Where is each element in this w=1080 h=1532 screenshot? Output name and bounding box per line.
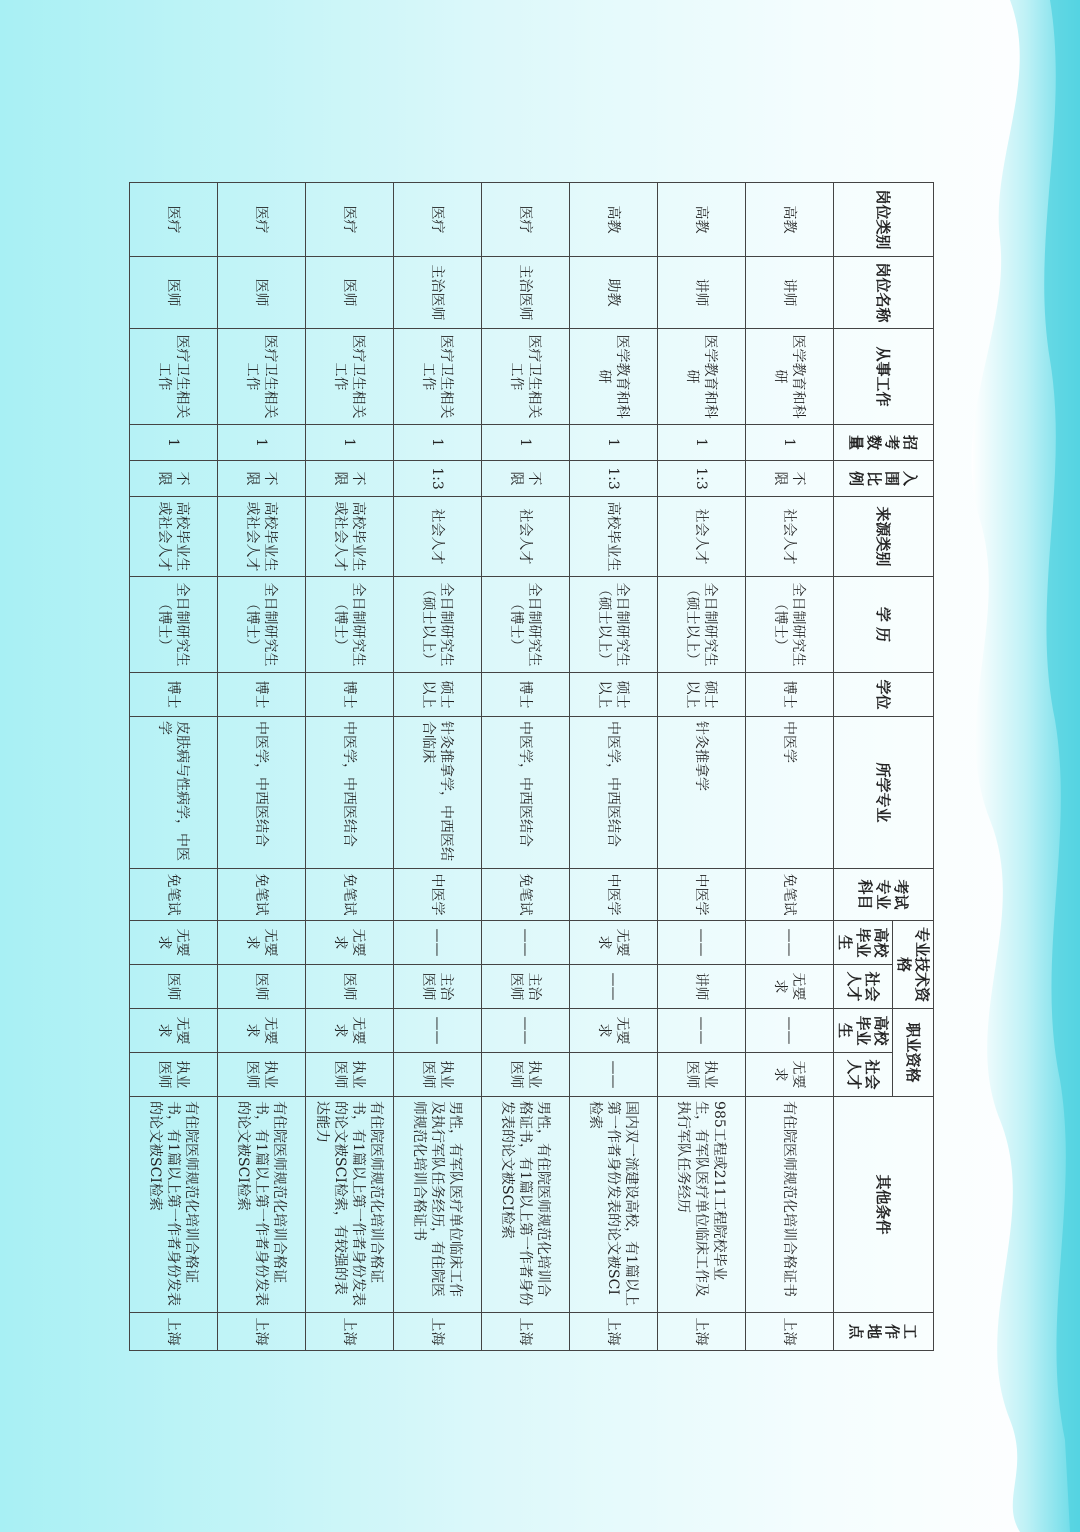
cell-work: 医学教育和科研 <box>658 329 746 425</box>
cell-quota: 1 <box>570 425 658 461</box>
cell-major: 中医学，中西医结合 <box>482 717 570 869</box>
cell-source: 高校毕业生或社会人才 <box>306 497 394 577</box>
cell-degree: 硕士以上 <box>658 673 746 717</box>
header-quota: 招考数量 <box>834 425 934 461</box>
cell-position: 主治医师 <box>394 257 482 329</box>
table-row <box>306 183 394 1351</box>
cell-degree: 博士 <box>218 673 306 717</box>
cell-education: 全日制研究生（硕士以上） <box>658 577 746 673</box>
cell-tech-social: 讲师 <box>658 965 746 1009</box>
cell-tech-grad: 无要求 <box>570 921 658 965</box>
cell-location: 上海 <box>658 1313 746 1351</box>
header-category: 岗位类别 <box>834 183 934 257</box>
cell-category: 高教 <box>746 183 834 257</box>
header-position: 岗位名称 <box>834 257 934 329</box>
cell-prof-social: 执业医师 <box>218 1053 306 1097</box>
cell-degree: 硕士以上 <box>570 673 658 717</box>
cell-education: 全日制研究生（硕士以上） <box>570 577 658 673</box>
cell-source: 社会人才 <box>482 497 570 577</box>
table-row <box>482 183 570 1351</box>
cell-tech-social: 主治医师 <box>394 965 482 1009</box>
cell-prof-social: 执业医师 <box>394 1053 482 1097</box>
cell-exam: 中医学 <box>394 869 482 921</box>
cell-prof-social: —— <box>570 1053 658 1097</box>
header-prof-grad: 高校毕业生 <box>834 1009 893 1053</box>
cell-position: 医师 <box>218 257 306 329</box>
cell-prof-social: 执业医师 <box>306 1053 394 1097</box>
cell-major: 中医学，中西医结合 <box>570 717 658 869</box>
cell-tech-grad: —— <box>746 921 834 965</box>
cell-degree: 博士 <box>306 673 394 717</box>
cell-prof-grad: 无要求 <box>570 1009 658 1053</box>
cell-other: 有住院医师规范化培训合格证书，有1篇以上第一作者身份发表的论文被SCI检索，有较强的表达能力 <box>306 1097 394 1313</box>
cell-quota: 1 <box>482 425 570 461</box>
cell-quota: 1 <box>394 425 482 461</box>
cell-ratio: 不限 <box>306 461 394 497</box>
cell-quota: 1 <box>306 425 394 461</box>
recruitment-table-rotated <box>146 182 934 1350</box>
cell-major: 中医学，中西医结合 <box>218 717 306 869</box>
cell-major: 皮肤病与性病学，中医学 <box>130 717 218 869</box>
cell-position: 医师 <box>130 257 218 329</box>
cell-location: 上海 <box>218 1313 306 1351</box>
cell-category: 医疗 <box>306 183 394 257</box>
table-row <box>218 183 306 1351</box>
cell-prof-social: 执业医师 <box>658 1053 746 1097</box>
cell-education: 全日制研究生（博士） <box>306 577 394 673</box>
cell-location: 上海 <box>394 1313 482 1351</box>
cell-other: 男性，有军队医疗单位临床工作及执行军队任务经历，有住院医师规范化培训合格证书 <box>394 1097 482 1313</box>
cell-education: 全日制研究生（博士） <box>482 577 570 673</box>
cell-location: 上海 <box>570 1313 658 1351</box>
cell-ratio: 1:3 <box>658 461 746 497</box>
cell-prof-grad: —— <box>482 1009 570 1053</box>
cell-major: 中医学，中西医结合 <box>306 717 394 869</box>
cell-category: 医疗 <box>218 183 306 257</box>
cell-ratio: 1:3 <box>394 461 482 497</box>
cell-tech-social: 医师 <box>130 965 218 1009</box>
cell-ratio: 不限 <box>746 461 834 497</box>
cell-degree: 硕士以上 <box>394 673 482 717</box>
cell-tech-social: 无要求 <box>746 965 834 1009</box>
cell-education: 全日制研究生（博士） <box>130 577 218 673</box>
cell-tech-social: —— <box>570 965 658 1009</box>
header-prof-qual: 职业资格 <box>893 1009 934 1097</box>
table-row <box>570 183 658 1351</box>
cell-work: 医学教育和科研 <box>570 329 658 425</box>
cell-prof-grad: —— <box>746 1009 834 1053</box>
cell-work: 医疗卫生相关工作 <box>306 329 394 425</box>
table-row <box>746 183 834 1351</box>
cell-work: 医疗卫生相关工作 <box>130 329 218 425</box>
header-ratio: 入围比例 <box>834 461 934 497</box>
cell-source: 社会人才 <box>658 497 746 577</box>
cell-education: 全日制研究生（博士） <box>746 577 834 673</box>
cell-other: 有住院医师规范化培训合格证书，有1篇以上第一作者身份发表的论文被SCI检索 <box>218 1097 306 1313</box>
cell-location: 上海 <box>482 1313 570 1351</box>
header-other: 其他条件 <box>834 1097 934 1313</box>
cell-tech-grad: —— <box>394 921 482 965</box>
cell-category: 医疗 <box>130 183 218 257</box>
header-location: 工作地点 <box>834 1313 934 1351</box>
cell-prof-social: 无要求 <box>746 1053 834 1097</box>
cell-position: 讲师 <box>746 257 834 329</box>
cell-position: 主治医师 <box>482 257 570 329</box>
cell-position: 讲师 <box>658 257 746 329</box>
header-degree: 学位 <box>834 673 934 717</box>
cell-exam: 免笔试 <box>130 869 218 921</box>
cell-ratio: 不限 <box>130 461 218 497</box>
cell-source: 社会人才 <box>394 497 482 577</box>
cell-other: 985工程或211工程院校毕业生，有军队医疗单位临床工作及执行军队任务经历 <box>658 1097 746 1313</box>
cell-location: 上海 <box>746 1313 834 1351</box>
cell-tech-social: 医师 <box>218 965 306 1009</box>
table-row <box>130 183 218 1351</box>
cell-exam: 免笔试 <box>218 869 306 921</box>
header-tech-social: 社会人才 <box>834 965 893 1009</box>
header-exam: 考试专业科目 <box>834 869 934 921</box>
recruitment-table <box>129 182 934 1351</box>
cell-location: 上海 <box>130 1313 218 1351</box>
cell-exam: 免笔试 <box>306 869 394 921</box>
cell-tech-grad: —— <box>482 921 570 965</box>
cell-category: 医疗 <box>482 183 570 257</box>
cell-major: 中医学 <box>746 717 834 869</box>
cell-tech-grad: —— <box>658 921 746 965</box>
cell-ratio: 1:3 <box>570 461 658 497</box>
cell-major: 针灸推拿学 <box>658 717 746 869</box>
cell-work: 医疗卫生相关工作 <box>394 329 482 425</box>
cell-quota: 1 <box>746 425 834 461</box>
cell-ratio: 不限 <box>218 461 306 497</box>
cell-quota: 1 <box>130 425 218 461</box>
header-tech-qual: 专业技术资格 <box>893 921 934 1009</box>
cell-prof-grad: —— <box>394 1009 482 1053</box>
cell-tech-grad: 无要求 <box>130 921 218 965</box>
cell-category: 医疗 <box>394 183 482 257</box>
cell-other: 男性，有住院医师规范化培训合格证书，有1篇以上第一作者身份发表的论文被SCI检索 <box>482 1097 570 1313</box>
cell-work: 医学教育和科研 <box>746 329 834 425</box>
cell-education: 全日制研究生（博士） <box>218 577 306 673</box>
header-prof-social: 社会人才 <box>834 1053 893 1097</box>
cell-degree: 博士 <box>746 673 834 717</box>
cell-tech-social: 主治医师 <box>482 965 570 1009</box>
cell-education: 全日制研究生（硕士以上） <box>394 577 482 673</box>
cell-other: 国内双一流建设高校，有1篇以上第一作者身份发表的论文被SCI检索 <box>570 1097 658 1313</box>
cell-prof-grad: 无要求 <box>218 1009 306 1053</box>
cell-other: 有住院医师规范化培训合格证书 <box>746 1097 834 1313</box>
cell-prof-grad: —— <box>658 1009 746 1053</box>
cell-major: 针灸推拿学，中西医结合临床 <box>394 717 482 869</box>
cell-location: 上海 <box>306 1313 394 1351</box>
cell-exam: 中医学 <box>570 869 658 921</box>
cell-prof-grad: 无要求 <box>306 1009 394 1053</box>
cell-quota: 1 <box>658 425 746 461</box>
cell-other: 有住院医师规范化培训合格证书，有1篇以上第一作者身份发表的论文被SCI检索 <box>130 1097 218 1313</box>
cell-exam: 中医学 <box>658 869 746 921</box>
cell-position: 助教 <box>570 257 658 329</box>
cell-source: 高校毕业生或社会人才 <box>130 497 218 577</box>
cell-prof-social: 执业医师 <box>482 1053 570 1097</box>
cell-ratio: 不限 <box>482 461 570 497</box>
cell-prof-social: 执业医师 <box>130 1053 218 1097</box>
header-education: 学 历 <box>834 577 934 673</box>
cell-tech-grad: 无要求 <box>306 921 394 965</box>
header-tech-grad: 高校毕业生 <box>834 921 893 965</box>
cell-degree: 博士 <box>130 673 218 717</box>
cell-tech-social: 医师 <box>306 965 394 1009</box>
cell-work: 医疗卫生相关工作 <box>482 329 570 425</box>
cell-source: 高校毕业生 <box>570 497 658 577</box>
table-row <box>394 183 482 1351</box>
cell-degree: 博士 <box>482 673 570 717</box>
cell-source: 社会人才 <box>746 497 834 577</box>
cell-category: 高教 <box>570 183 658 257</box>
header-major: 所学专业 <box>834 717 934 869</box>
cell-prof-grad: 无要求 <box>130 1009 218 1053</box>
cell-quota: 1 <box>218 425 306 461</box>
header-work: 从事工作 <box>834 329 934 425</box>
header-source: 来源类别 <box>834 497 934 577</box>
cell-position: 医师 <box>306 257 394 329</box>
table-row <box>658 183 746 1351</box>
cell-exam: 免笔试 <box>482 869 570 921</box>
cell-work: 医疗卫生相关工作 <box>218 329 306 425</box>
cell-category: 高教 <box>658 183 746 257</box>
cell-exam: 免笔试 <box>746 869 834 921</box>
cell-source: 高校毕业生或社会人才 <box>218 497 306 577</box>
cell-tech-grad: 无要求 <box>218 921 306 965</box>
